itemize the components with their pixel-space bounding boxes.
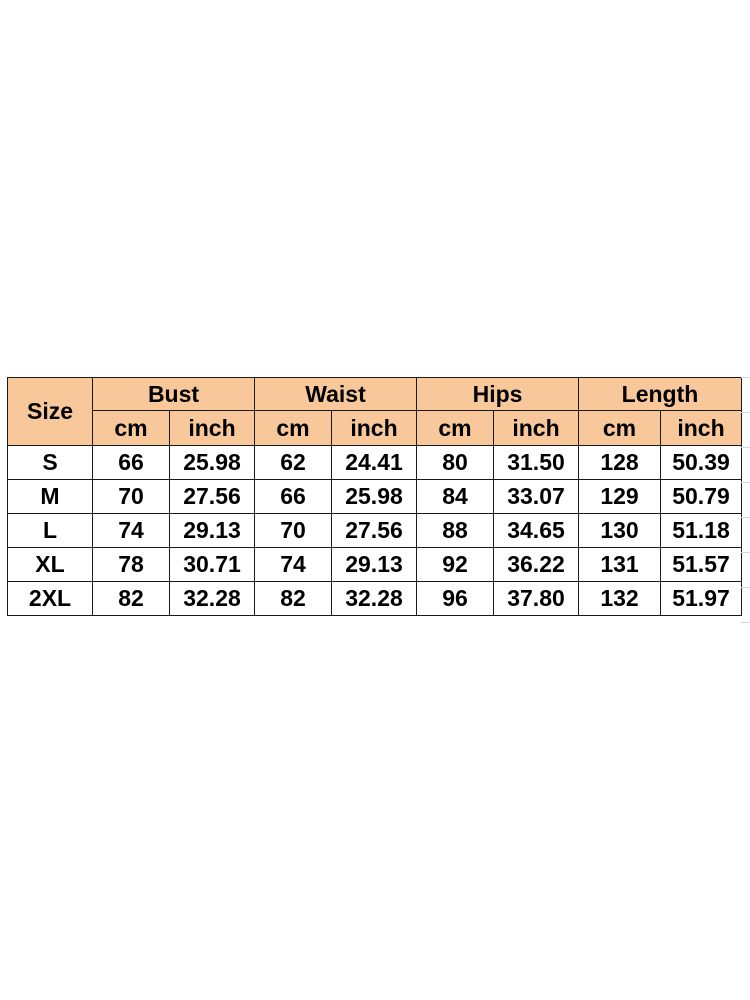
waist-cm-cell: 62 — [255, 446, 332, 480]
length-inch-cell: 51.18 — [661, 514, 742, 548]
size-column-header: Size — [8, 378, 93, 446]
length-header: Length — [579, 378, 742, 411]
bust-cm-cell: 82 — [93, 582, 170, 616]
length-cm-cell: 131 — [579, 548, 661, 582]
hips-header: Hips — [417, 378, 579, 411]
length-cm-cell: 132 — [579, 582, 661, 616]
waist-cm-cell: 66 — [255, 480, 332, 514]
waist-inch-cell: 32.28 — [332, 582, 417, 616]
length-inch-cell: 51.57 — [661, 548, 742, 582]
bust-inch-cell: 29.13 — [170, 514, 255, 548]
length-cm-cell: 128 — [579, 446, 661, 480]
hips-inch-cell: 37.80 — [494, 582, 579, 616]
header-group-row — [8, 378, 742, 411]
bust-cm-cell: 70 — [93, 480, 170, 514]
gridline — [741, 587, 750, 588]
length-cm-cell: 130 — [579, 514, 661, 548]
size-cell: 2XL — [8, 582, 93, 616]
hips-cm-cell: 96 — [417, 582, 494, 616]
hips-inch-cell: 36.22 — [494, 548, 579, 582]
table-row — [8, 446, 742, 480]
waist-cm-cell: 74 — [255, 548, 332, 582]
table-row — [8, 514, 742, 548]
bust-inch-cell: 27.56 — [170, 480, 255, 514]
bust-cm-header: cm — [93, 411, 170, 446]
waist-inch-cell: 24.41 — [332, 446, 417, 480]
table-row — [8, 480, 742, 514]
length-cm-cell: 129 — [579, 480, 661, 514]
bust-header: Bust — [93, 378, 255, 411]
hips-inch-header: inch — [494, 411, 579, 446]
bust-inch-header: inch — [170, 411, 255, 446]
hips-inch-cell: 34.65 — [494, 514, 579, 548]
size-cell: L — [8, 514, 93, 548]
table-header — [8, 378, 742, 446]
size-cell: XL — [8, 548, 93, 582]
gridline — [741, 377, 750, 378]
bust-inch-cell: 25.98 — [170, 446, 255, 480]
bust-inch-cell: 32.28 — [170, 582, 255, 616]
hips-cm-cell: 84 — [417, 480, 494, 514]
waist-inch-cell: 27.56 — [332, 514, 417, 548]
bust-cm-cell: 74 — [93, 514, 170, 548]
waist-inch-header: inch — [332, 411, 417, 446]
hips-cm-header: cm — [417, 411, 494, 446]
gridline — [741, 482, 750, 483]
length-inch-cell: 50.79 — [661, 480, 742, 514]
size-cell: S — [8, 446, 93, 480]
gridline — [741, 412, 750, 413]
size-cell: M — [8, 480, 93, 514]
gridline — [741, 552, 750, 553]
header-unit-row — [8, 411, 742, 446]
length-inch-cell: 51.97 — [661, 582, 742, 616]
hips-inch-cell: 33.07 — [494, 480, 579, 514]
gridline — [741, 622, 750, 623]
waist-inch-cell: 25.98 — [332, 480, 417, 514]
table-row — [8, 582, 742, 616]
waist-cm-cell: 82 — [255, 582, 332, 616]
length-cm-header: cm — [579, 411, 661, 446]
table-row — [8, 548, 742, 582]
bust-inch-cell: 30.71 — [170, 548, 255, 582]
gridline — [741, 517, 750, 518]
gridline — [741, 447, 750, 448]
waist-header: Waist — [255, 378, 417, 411]
hips-cm-cell: 80 — [417, 446, 494, 480]
bust-cm-cell: 66 — [93, 446, 170, 480]
length-inch-cell: 50.39 — [661, 446, 742, 480]
waist-inch-cell: 29.13 — [332, 548, 417, 582]
waist-cm-header: cm — [255, 411, 332, 446]
hips-inch-cell: 31.50 — [494, 446, 579, 480]
hips-cm-cell: 88 — [417, 514, 494, 548]
hips-cm-cell: 92 — [417, 548, 494, 582]
bust-cm-cell: 78 — [93, 548, 170, 582]
waist-cm-cell: 70 — [255, 514, 332, 548]
size-chart-table — [7, 377, 742, 616]
table-body — [8, 446, 742, 616]
length-inch-header: inch — [661, 411, 742, 446]
